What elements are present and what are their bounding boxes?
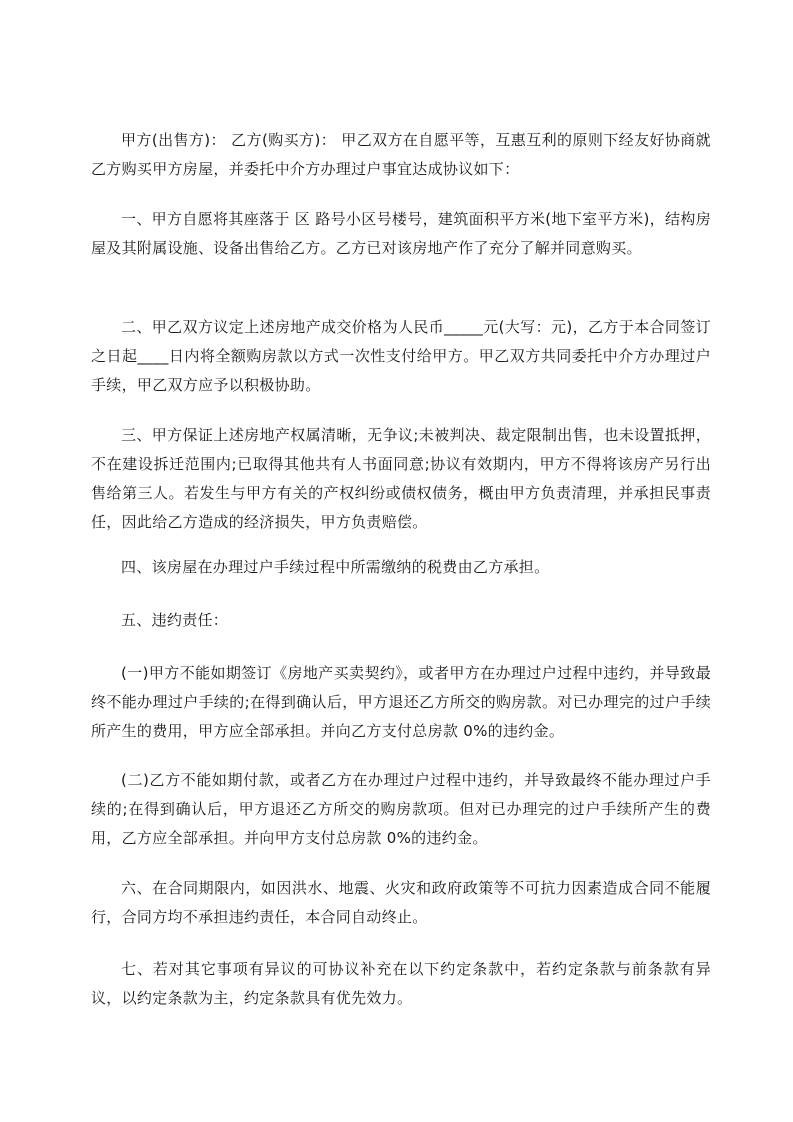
clause-5-heading: 五、违约责任： [121, 611, 229, 629]
clause-2-paragraph: 二、甲乙双方议定上述房地产成交价格为人民币_____元(大写：元)，乙方于本合同签订之日起____日内将全额购房款以方式一次性支付给甲方。甲乙双方共同委托中介方办理过户手续，甲乙双方应予以积极协助。 [91, 318, 711, 394]
clause-3-paragraph: 三、甲方保证上述房地产权属清晰，无争议;未被判决、裁定限制出售，也未设置抵押，不在建设拆迁范围内;已取得其他共有人书面同意;协议有效期内，甲方不得将该房产另行出售给第三人。若发生与甲方有关的产权纠纷或债权债务，概由甲方负责清理，并承担民事责任，因此给乙方造成的经济损失，甲方负责赔偿。 [91, 426, 711, 531]
clause-4-paragraph: 四、该房屋在办理过户手续过程中所需缴纳的税费由乙方承担。 [121, 558, 550, 576]
clause-6-paragraph: 六、在合同期限内，如因洪水、地震、火灾和政府政策等不可抗力因素造成合同不能履行，合同方均不承担违约责任，本合同自动终止。 [91, 879, 711, 926]
contract-intro-paragraph: 甲方(出售方)： 乙方(购买方)： 甲乙双方在自愿平等，互惠互利的原则下经友好协商就乙方购买甲方房屋，并委托中介方办理过户事宜达成协议如下： [91, 131, 711, 178]
clause-1-paragraph: 一、甲方自愿将其座落于 区 路号小区号楼号，建筑面积平方米(地下室平方米)，结构房屋及其附属设施、设备出售给乙方。乙方已对该房地产作了充分了解并同意购买。 [91, 210, 711, 257]
clause-5-1-paragraph: (一)甲方不能如期签订《房地产买卖契约》，或者甲方在办理过户过程中违约，并导致最终不能办理过户手续的;在得到确认后，甲方退还乙方所交的购房款。对已办理完的过户手续所产生的费用，甲方应全部承担。并向乙方支付总房款 0%的违约金。 [91, 664, 711, 740]
clause-5-2-paragraph: (二)乙方不能如期付款，或者乙方在办理过户过程中违约，并导致最终不能办理过户手续的;在得到确认后，甲方退还乙方所交的购房款项。但对已办理完的过户手续所产生的费用，乙方应全部承担。并向甲方支付总房款 0%的违约金。 [91, 771, 711, 847]
clause-7-paragraph: 七、若对其它事项有异议的可协议补充在以下约定条款中，若约定条款与前条款有异议，以约定条款为主，约定条款具有优先效力。 [91, 960, 711, 1007]
